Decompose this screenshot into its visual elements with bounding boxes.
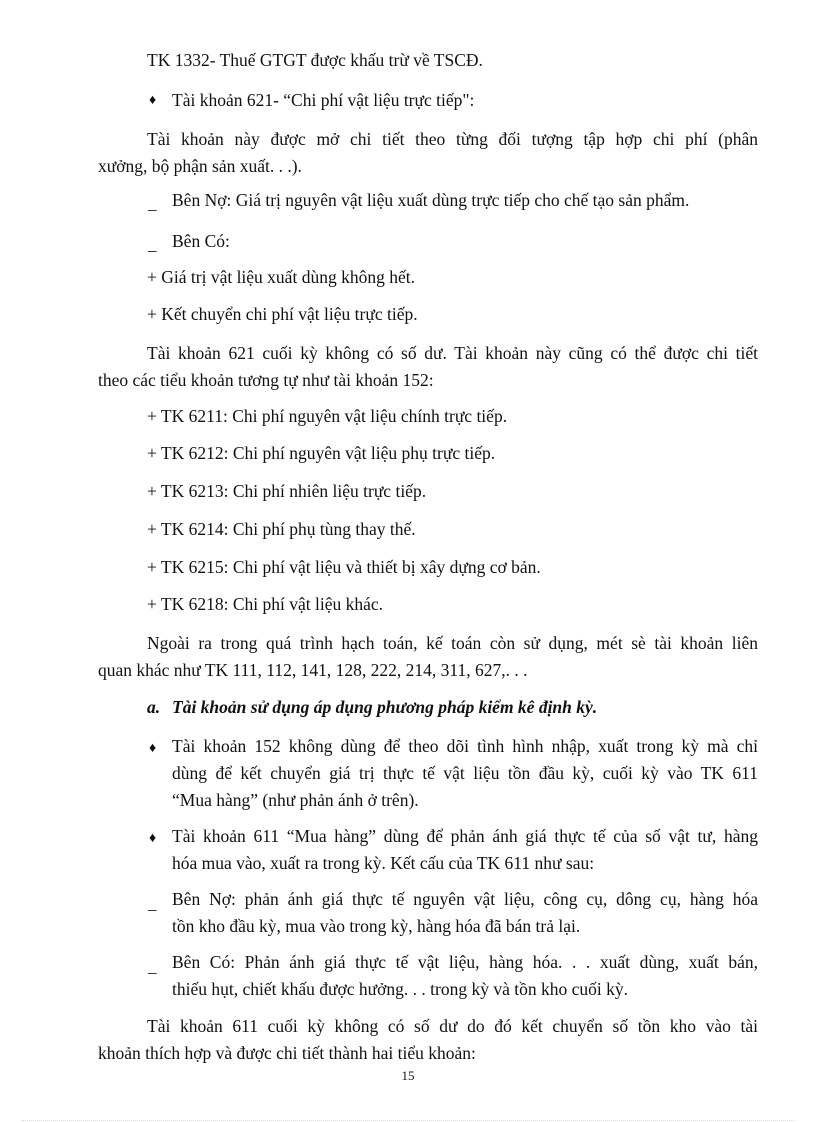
text-tk-item: + TK 6214: Chi phí phụ tùng thay thế. bbox=[147, 519, 416, 539]
text-tk-item: + TK 6213: Chi phí nhiên liệu trực tiếp. bbox=[147, 481, 427, 501]
text-plus-item: + Giá trị vật liệu xuất dùng không hết. bbox=[147, 267, 415, 287]
dash-marker: _ bbox=[148, 235, 157, 254]
section-heading: Tài khoản sử dụng áp dụng phương pháp kiểm kê định kỳ. bbox=[172, 697, 598, 717]
paragraph-tk611-balance bbox=[98, 1013, 758, 1067]
paragraph-line: “Mua hàng” (như phản ánh ở trên). bbox=[172, 790, 419, 810]
paragraph-ben-co-611 bbox=[172, 949, 758, 1003]
text-tk621-title: Tài khoản 621- “Chi phí vật liệu trực tiếp": bbox=[172, 90, 475, 110]
paragraph-line: Bên Nợ: phản ánh giá thực tế nguyên vật liệu, công cụ, dông cụ, hàng hóa bbox=[172, 889, 758, 909]
paragraph-line: khoản thích hợp và được chi tiết thành hai tiểu khoản: bbox=[98, 1043, 476, 1063]
paragraph-ben-no-611 bbox=[172, 886, 758, 940]
paragraph-line: Tài khoản 152 không dùng để theo dõi tình hình nhập, xuất trong kỳ mà chỉ bbox=[172, 736, 758, 756]
text-tk-item: + TK 6215: Chi phí vật liệu và thiết bị xây dựng cơ bản. bbox=[147, 557, 541, 577]
paragraph-line: dùng để kết chuyển giá trị thực tế vật liệu tồn đầu kỳ, cuối kỳ vào TK 611 bbox=[172, 763, 758, 783]
paragraph-tk621-detail bbox=[98, 126, 758, 180]
paragraph-tk621-balance bbox=[98, 340, 758, 394]
diamond-bullet-icon: ♦ bbox=[149, 831, 157, 846]
dash-marker: _ bbox=[148, 894, 157, 913]
paragraph-line: tồn kho đầu kỳ, mua vào trong kỳ, hàng hóa đã bán trả lại. bbox=[172, 916, 581, 936]
text-tk-item: + TK 6218: Chi phí vật liệu khác. bbox=[147, 594, 384, 614]
dash-marker: _ bbox=[148, 957, 157, 976]
paragraph-line: Bên Có: Phản ánh giá thực tế vật liệu, hàng hóa. . . xuất dùng, xuất bán, bbox=[172, 952, 758, 972]
paragraph-tk611 bbox=[172, 823, 758, 877]
diamond-bullet-icon: ♦ bbox=[149, 741, 157, 756]
text-ben-co-621: Bên Có: bbox=[172, 231, 230, 251]
text-ben-no-621: Bên Nợ: Giá trị nguyên vật liệu xuất dùng trực tiếp cho chế tạo sản phẩm. bbox=[172, 190, 690, 210]
paragraph-line: Ngoài ra trong quá trình hạch toán, kế toán còn sử dụng, mét sè tài khoản liên bbox=[147, 633, 758, 653]
paragraph-line: thiếu hụt, chiết khấu được hưởng. . . trong kỳ và tồn kho cuối kỳ. bbox=[172, 979, 628, 999]
paragraph-line: theo các tiểu khoản tương tự như tài khoản 152: bbox=[98, 370, 434, 390]
paragraph-other-accounts bbox=[98, 630, 758, 684]
paragraph-line: Tài khoản 621 cuối kỳ không có số dư. Tài khoản này cũng có thể được chi tiết bbox=[147, 343, 758, 363]
section-heading-label: a. bbox=[147, 697, 161, 717]
text-tk-item: + TK 6212: Chi phí nguyên vật liệu phụ trực tiếp. bbox=[147, 443, 496, 463]
text-tk-item: + TK 6211: Chi phí nguyên vật liệu chính trực tiếp. bbox=[147, 406, 508, 426]
footer-divider bbox=[22, 1120, 794, 1121]
paragraph-line: Tài khoản 611 “Mua hàng” dùng để phản ánh giá thực tế của số vật tư, hàng bbox=[172, 826, 758, 846]
paragraph-tk152 bbox=[172, 733, 758, 814]
paragraph-line: Tài khoản 611 cuối kỳ không có số dư do đó kết chuyển số tồn kho vào tài bbox=[147, 1016, 758, 1036]
text-plus-item: + Kết chuyển chi phí vật liệu trực tiếp. bbox=[147, 304, 418, 324]
diamond-bullet-icon: ♦ bbox=[149, 93, 157, 108]
paragraph-line: Tài khoản này được mở chi tiết theo từng đối tượng tập hợp chi phí (phân bbox=[147, 129, 758, 149]
paragraph-line: xưởng, bộ phận sản xuất. . .). bbox=[98, 156, 302, 176]
paragraph-line: quan khác như TK 111, 112, 141, 128, 222, 214, 311, 627,. . . bbox=[98, 660, 528, 680]
paragraph-line: hóa mua vào, xuất ra trong kỳ. Kết cấu của TK 611 như sau: bbox=[172, 853, 595, 873]
page-number: 15 bbox=[401, 1068, 415, 1083]
dash-marker: _ bbox=[148, 194, 157, 213]
text-tk1332: TK 1332- Thuế GTGT được khấu trừ về TSCĐ. bbox=[147, 50, 483, 70]
